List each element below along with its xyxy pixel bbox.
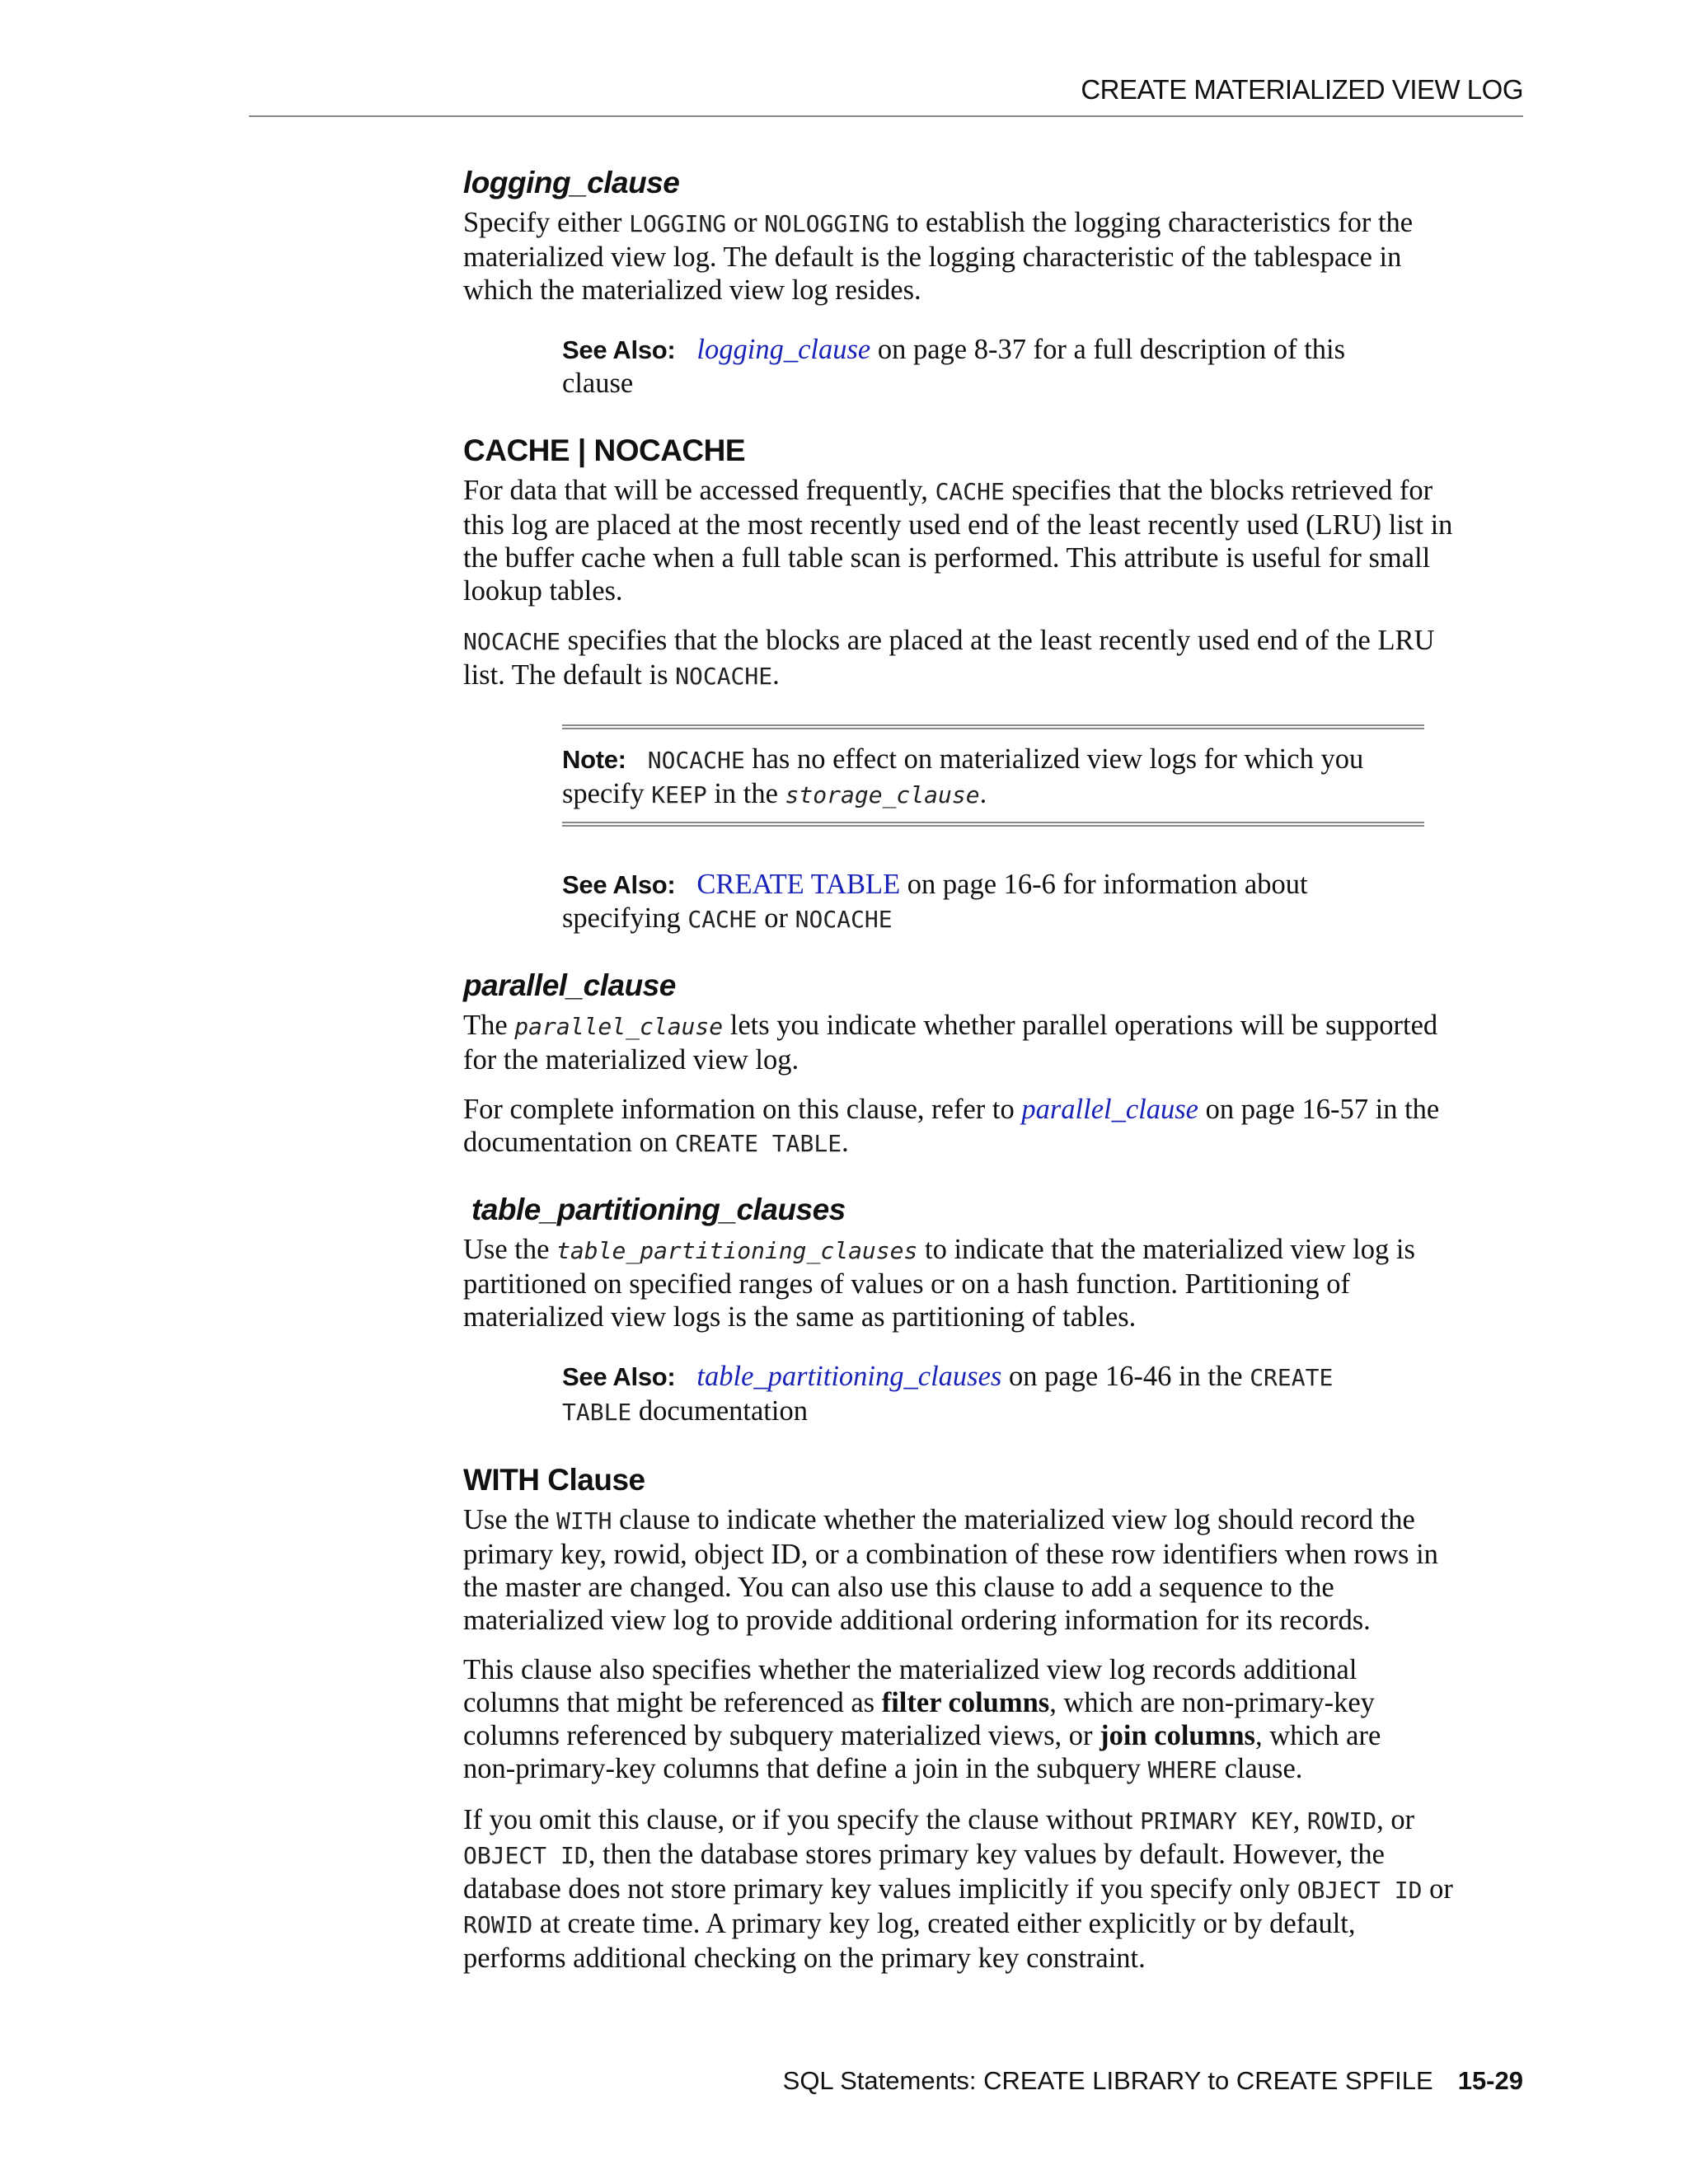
page-number: 15-29 bbox=[1457, 2066, 1523, 2095]
heading-cache-nocache: CACHE | NOCACHE bbox=[463, 434, 746, 467]
note-text: Note: NOCACHE has no effect on materialized view logs for which you specify KEEP in the storage_clause. bbox=[562, 743, 1364, 809]
paragraph: This clause also specifies whether the materialized view log records additional columns that might be referenced as filter columns, which are non-primary-key columns referenced by subquery materialized views, or join columns, which are non-primary-key columns that define a join in the subquery WHERE clause. bbox=[463, 1654, 1381, 1784]
link-parallel-clause[interactable]: parallel_clause bbox=[1021, 1094, 1198, 1125]
note-label: Note: bbox=[562, 745, 626, 774]
paragraph: For data that will be accessed frequently, CACHE specifies that the blocks retrieved for this log are placed at the most recently used end of the least recently used (LRU) list in the buffer cache when a full table scan is performed. This attribute is useful for small lookup tables. bbox=[463, 475, 1453, 607]
see-also-note: See Also: logging_clause on page 8-37 for a full description of this clause bbox=[562, 334, 1346, 399]
see-also-label: See Also: bbox=[562, 1362, 676, 1391]
link-create-table[interactable]: CREATE TABLE bbox=[696, 869, 901, 900]
heading-logging-clause: logging_clause bbox=[463, 166, 680, 199]
page-body bbox=[463, 165, 1523, 1991]
page-footer bbox=[783, 2066, 1523, 2096]
note-box bbox=[562, 724, 1424, 827]
paragraph: Use the WITH clause to indicate whether the materialized view log should record the primary key, rowid, object ID, or a combination of these row identifiers when rows in the master are changed. You can also use this clause to add a sequence to the materialized view log to provide additional ordering information for its records. bbox=[463, 1504, 1438, 1636]
see-also-note: See Also: table_partitioning_clauses on page 16-46 in the CREATE TABLE documentation bbox=[562, 1361, 1334, 1427]
see-also-label: See Also: bbox=[562, 335, 676, 364]
paragraph: The parallel_clause lets you indicate whether parallel operations will be supported for the materialized view log. bbox=[463, 1010, 1438, 1076]
heading-table-partitioning-clauses: table_partitioning_clauses bbox=[471, 1193, 846, 1226]
footer-title: SQL Statements: CREATE LIBRARY to CREATE SPFILE bbox=[782, 2066, 1433, 2095]
link-table-partitioning-clauses[interactable]: table_partitioning_clauses bbox=[696, 1361, 1002, 1392]
paragraph: NOCACHE specifies that the blocks are placed at the least recently used end of the LRU list. The default is NOCACHE. bbox=[463, 625, 1435, 691]
see-also-label: See Also: bbox=[562, 870, 676, 899]
paragraph: Use the table_partitioning_clauses to indicate that the materialized view log is partitioned on specified ranges of values or on a hash function. Partitioning of materialized view logs is the same as partitioning of tables. bbox=[463, 1234, 1415, 1333]
heading-parallel-clause: parallel_clause bbox=[463, 968, 676, 1002]
running-header: CREATE MATERIALIZED VIEW LOG bbox=[1081, 74, 1523, 105]
paragraph: If you omit this clause, or if you specify the clause without PRIMARY KEY, ROWID, or OBJECT ID, then the database stores primary key values by default. However, the database does not store primary key values implicitly if you specify only OBJECT ID or ROWID at create time. A primary key log, created either explicitly or by default, performs additional checking on the primary key constraint. bbox=[463, 1804, 1453, 1974]
link-logging-clause[interactable]: logging_clause bbox=[696, 334, 871, 365]
heading-with-clause: WITH Clause bbox=[463, 1463, 645, 1497]
paragraph: For complete information on this clause, refer to parallel_clause on page 16-57 in the documentation on CREATE TABLE. bbox=[463, 1094, 1440, 1158]
see-also-note: See Also: CREATE TABLE on page 16-6 for information about specifying CACHE or NOCACHE bbox=[562, 869, 1308, 934]
paragraph: Specify either LOGGING or NOLOGGING to establish the logging characteristics for the materialized view log. The default is the logging characteristic of the tablespace in which the materialized view log resides. bbox=[463, 207, 1414, 306]
header-divider bbox=[249, 115, 1523, 117]
